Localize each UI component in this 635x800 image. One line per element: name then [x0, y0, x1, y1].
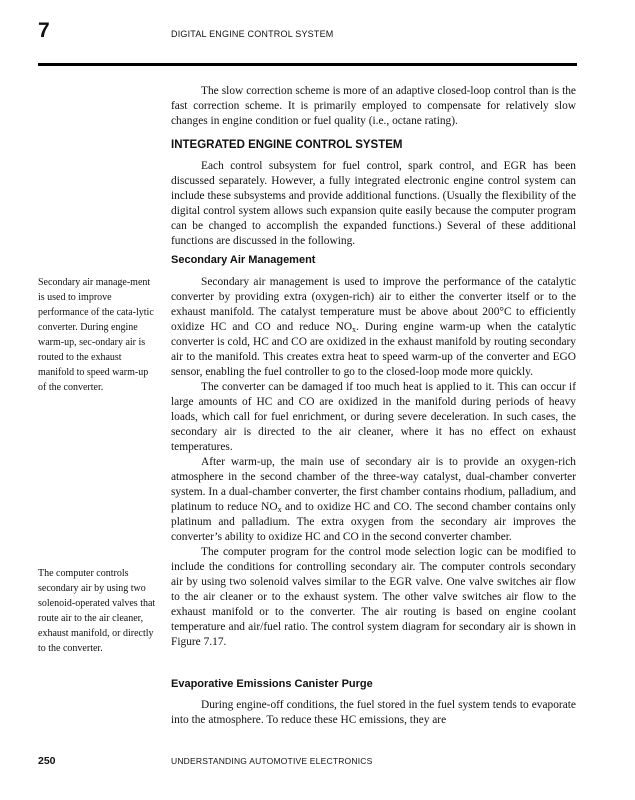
header-rule: [38, 63, 577, 66]
integrated-block: [171, 159, 576, 249]
secondary-air-paragraph-4: The computer program for the control mode selection logic can be modified to include the conditions for controlling secondary air. The computer controls secondary air by using two solenoid valves similar to the EGR valve. One valve switches air flow to the air cleaner or to the exhaust system. The other valve switches air flow to the exhaust manifold or to the converter. The air routing is based on engine coolant temperature and air/fuel ratio. The control system diagram for secondary air is shown in Figure 7.17.: [171, 546, 576, 648]
evaporative-paragraph: During engine-off conditions, the fuel stored in the fuel system tends to evaporate into the atmosphere. To reduce these HC emissions, they are: [171, 699, 576, 726]
secondary-air-paragraph-3: [171, 455, 576, 545]
intro-paragraph: The slow correction scheme is more of an adaptive closed-loop control than is the fast correction scheme. It is primarily employed to compensate for relatively slow changes in engine condition or fuel quality (i.e., octane rating).: [171, 85, 576, 127]
secondary-air-block: [171, 275, 576, 650]
subsection-heading-secondary-air: Secondary Air Management: [171, 254, 316, 266]
p3-text-b: and to oxidize HC and CO. The second chamber contains only platinum and palladium. The extra oxygen from the secondary air improves the converter’s ability to oxidize HC and CO in the second converter chamber.: [171, 501, 577, 543]
p3-text-a: After warm-up, the main use of secondary air is to provide an oxygen-rich atmosphere in the second chamber of the three-way catalyst, dual-chamber converter system. In a dual-chamber converter, the first chamber contains rhodium, palladium, and platinum to reduce NO: [171, 456, 576, 513]
page-number: 250: [38, 755, 56, 767]
p1-text-b: . During engine warm-up when the catalytic converter is cold, HC and CO are oxidized in the exhaust manifold by routing secondary air to the manifold. This creates extra heat to speed warm-up of the converter and EGO sensor, enabling the fuel controller to go to the closed-loop mode more quickly.: [171, 321, 576, 378]
chapter-number: 7: [38, 19, 50, 42]
secondary-air-paragraph-2: The converter can be damaged if too much heat is applied to it. This can occur if large amounts of HC and CO are oxidized in the manifold during periods of heavy loads, which call for fuel enrichment, or during severe deceleration. In such cases, the secondary air is directed to the air cleaner, where it has no effect on exhaust temperatures.: [171, 381, 576, 453]
running-footer-title: UNDERSTANDING AUTOMOTIVE ELECTRONICS: [171, 756, 373, 766]
subsection-heading-evaporative: Evaporative Emissions Canister Purge: [171, 678, 373, 690]
margin-note-secondary-air: Secondary air manage-ment is used to improve performance of the cata-lytic converter. During engine warm-up, sec-ondary air is routed to the exhaust manifold to speed warm-up of the converter.: [38, 277, 154, 393]
p3-subscript-x: x: [277, 505, 282, 514]
p1-text-a: Secondary air management is used to improve the performance of the catalytic converter by providing extra (oxygen-rich) air to either the converter itself or to the exhaust manifold. The catalyst temperature must be above about 200°C to efficiently oxidize HC and CO and reduce NO: [171, 276, 576, 333]
margin-note-solenoid-valves: The computer controls secondary air by using two solenoid-operated valves that route air to the air cleaner, exhaust manifold, or directly to the converter.: [38, 568, 156, 654]
secondary-air-paragraph-1: [171, 275, 576, 380]
running-header-title: DIGITAL ENGINE CONTROL SYSTEM: [171, 29, 334, 39]
p1-subscript-x: x: [352, 325, 357, 334]
section-heading-integrated: INTEGRATED ENGINE CONTROL SYSTEM: [171, 139, 403, 151]
evaporative-block: [171, 698, 576, 728]
intro-block: [171, 84, 576, 129]
integrated-paragraph: Each control subsystem for fuel control, spark control, and EGR has been discussed separately. However, a fully integrated electronic engine control system can include these subsystems and provide additional functions. (Usually the flexibility of the digital control system allows such expansion quite easily because the computer program can be changed to accomplish the expanded functions.) Several of these additional functions are discussed in the following.: [171, 160, 576, 247]
